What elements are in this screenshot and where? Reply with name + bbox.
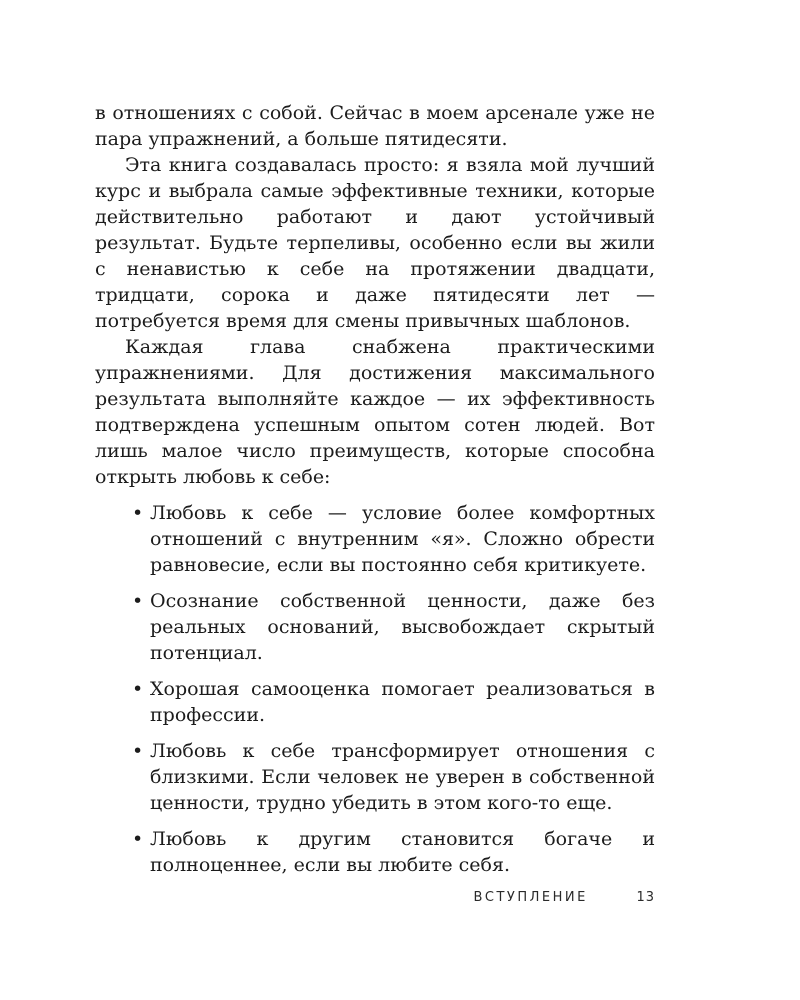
list-item-text: Хорошая самооценка помогает реализоваться в профессии. [150, 678, 655, 726]
bullet-icon: • [132, 590, 144, 612]
bullet-icon: • [132, 740, 144, 762]
list-item [95, 676, 655, 728]
page-number: 13 [636, 890, 655, 905]
list-item [95, 588, 655, 666]
benefits-list [95, 500, 655, 878]
paragraph-continuation: в отношениях с собой. Сейчас в моем арсенале уже не пара упражнений, а больше пятидесяти. [95, 102, 655, 150]
bullet-icon: • [132, 502, 144, 524]
list-item-text: Любовь к другим становится богаче и полноценнее, если вы любите себя. [150, 828, 655, 876]
list-item [95, 738, 655, 816]
list-item-text: Любовь к себе — условие более комфортных отношений с внутренним «я». Сложно обрести равновесие, если вы постоянно себя критикуете. [150, 502, 655, 576]
bullet-icon: • [132, 678, 144, 700]
chapter-title: ВСТУПЛЕНИЕ [473, 890, 588, 905]
list-item [95, 826, 655, 878]
list-item-text: Осознание собственной ценности, даже без реальных оснований, высвобождает скрытый потенциал. [150, 590, 655, 664]
bullet-icon: • [132, 828, 144, 850]
paragraph: Каждая глава снабжена практическими упражнениями. Для достижения максимального результата выполняйте каждое — их эффективность подтверждена успешным опытом сотен людей. Вот лишь малое число преимуществ, которые способна открыть любовь к себе: [95, 336, 655, 488]
paragraph: Эта книга создавалась просто: я взяла мой лучший курс и выбрала самые эффективные техники, которые действительно работают и дают устойчивый результат. Будьте терпеливы, особенно если вы жили с ненавистью к себе на протяжении двадцати, тридцати, сорока и даже пятидесяти лет — потребуется время для смены привычных шаблонов. [95, 154, 655, 332]
list-item [95, 500, 655, 578]
running-footer [95, 890, 655, 905]
list-item-text: Любовь к себе трансформирует отношения с близкими. Если человек не уверен в собственной ценности, трудно убедить в этом кого-то еще. [150, 740, 655, 814]
text-column [95, 100, 655, 878]
